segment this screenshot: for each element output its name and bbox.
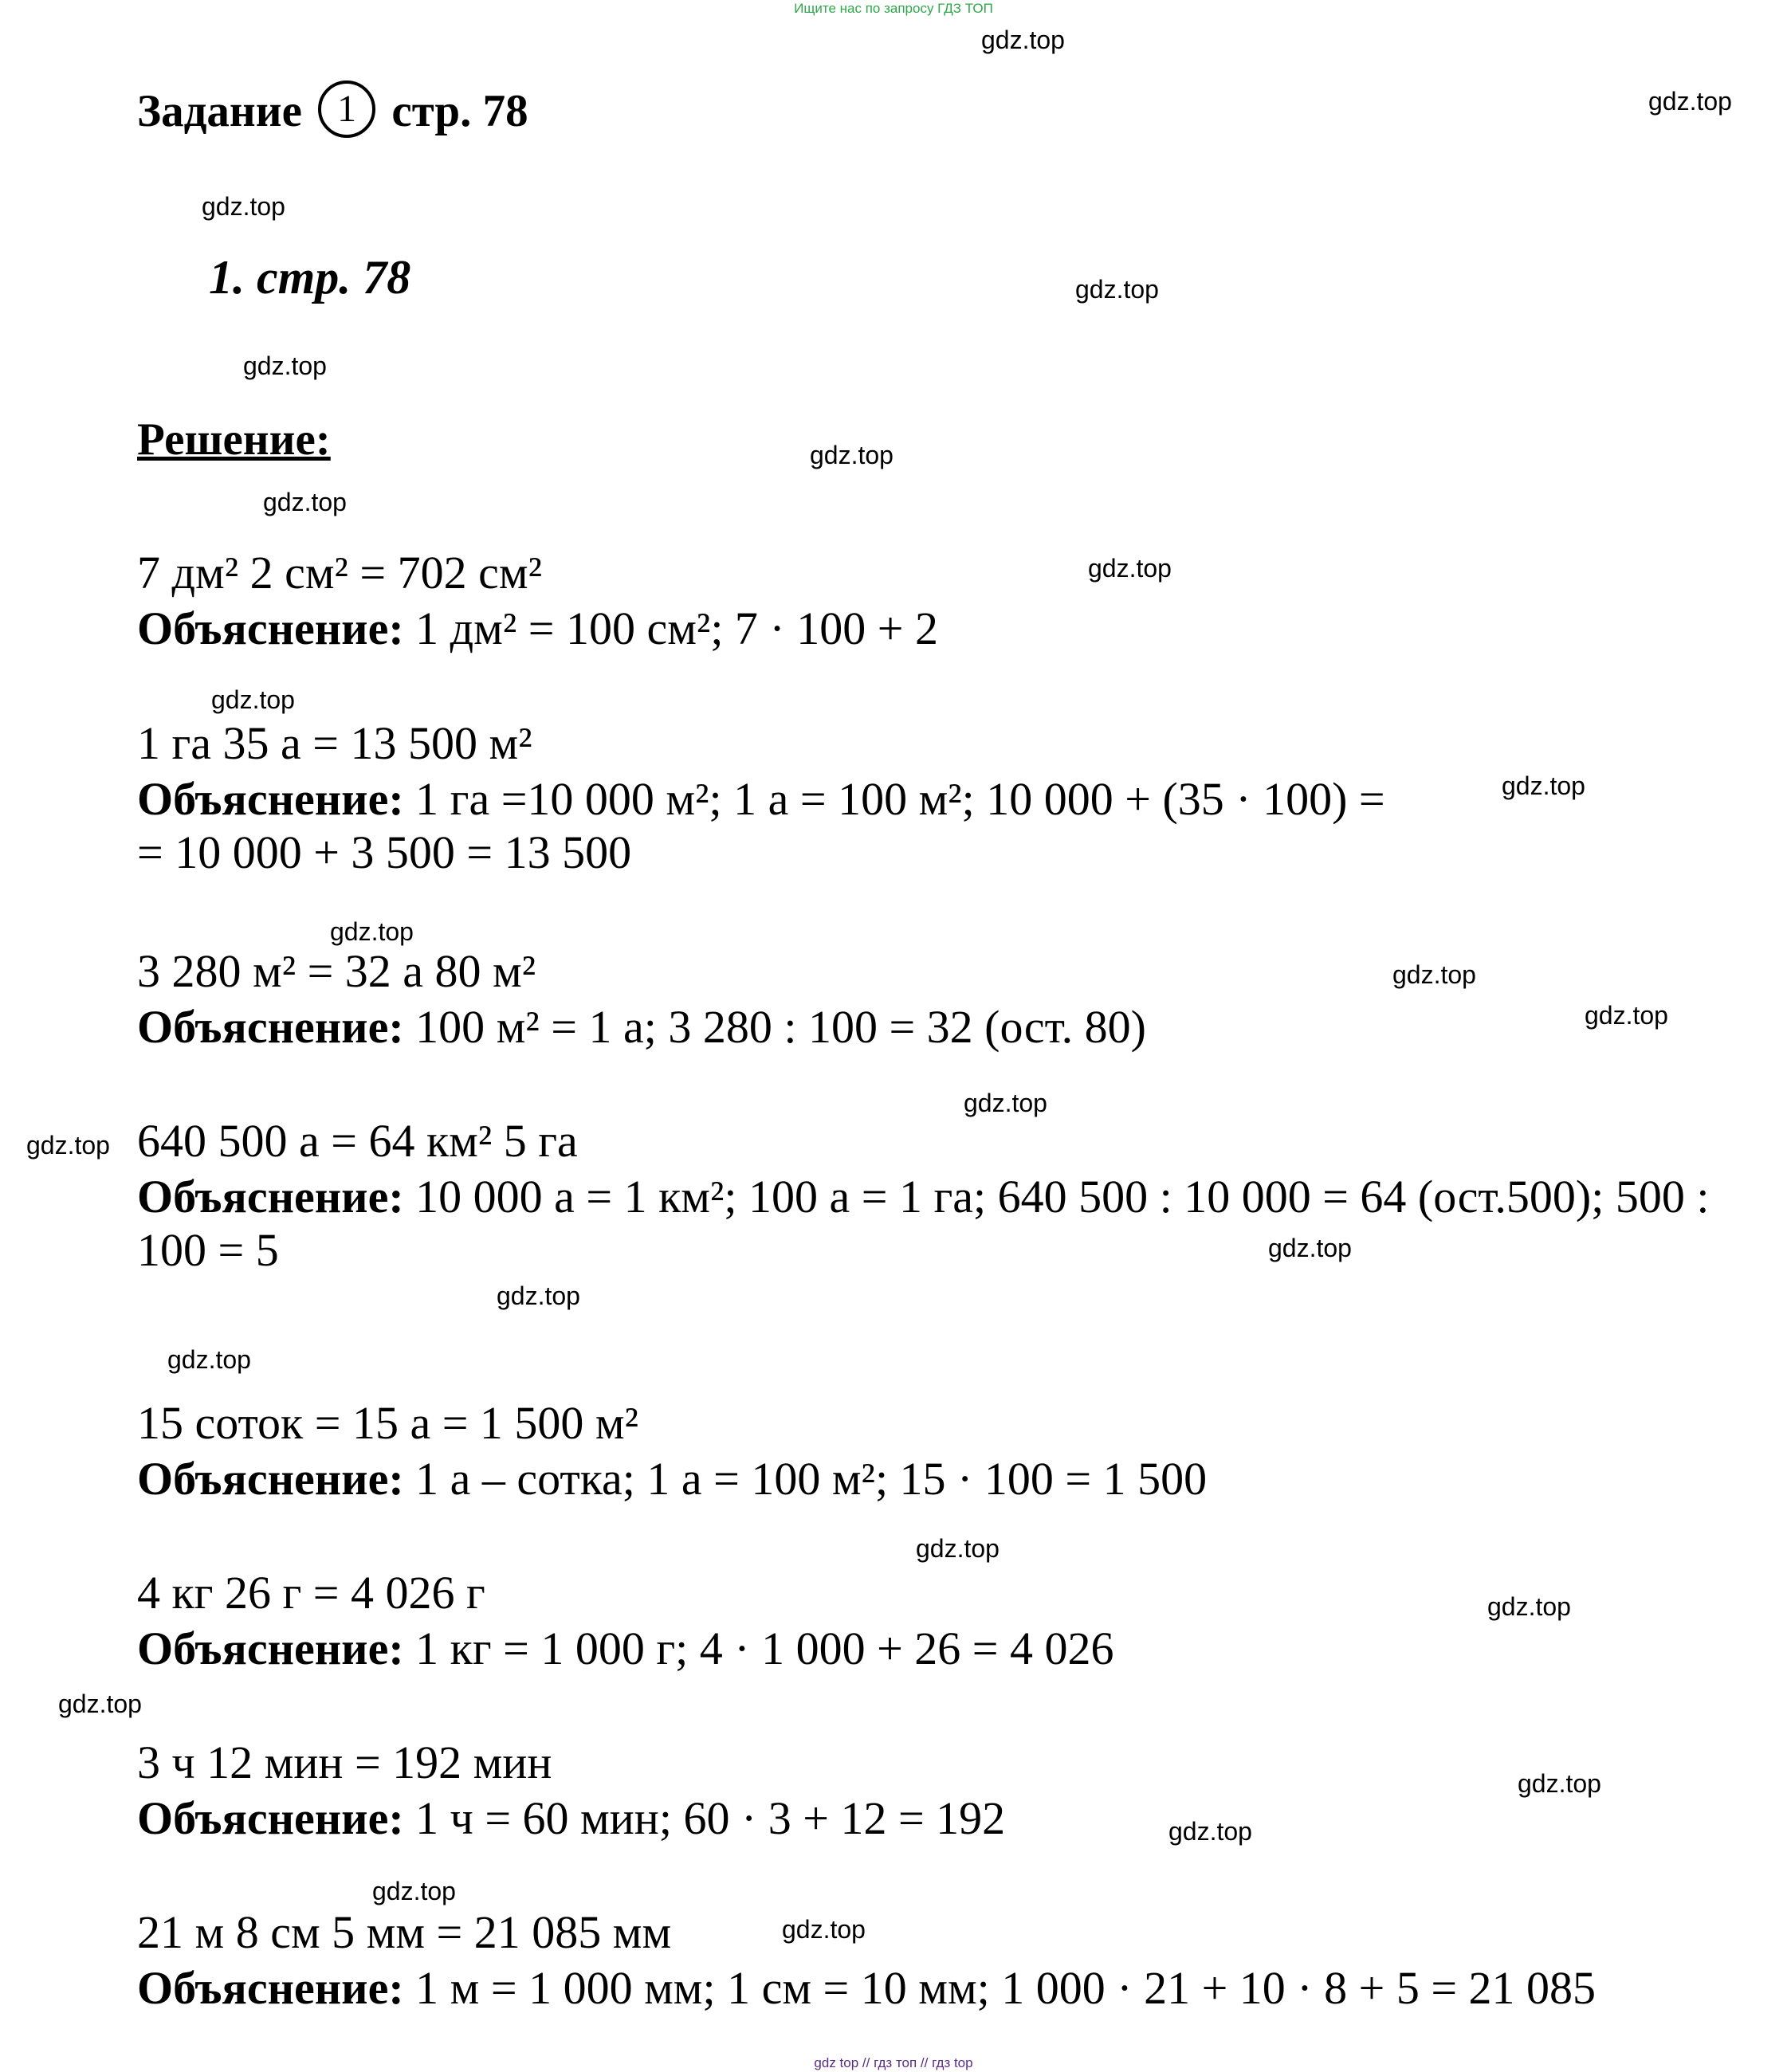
explanation-text: 1 м = 1 000 мм; 1 см = 10 мм; 1 000 · 21 + 10 · 8 + 5 = 21 085	[415, 1962, 1597, 2014]
equation: 21 м 8 см 5 мм = 21 085 мм	[137, 1906, 672, 1958]
explanation-text: 100 м² = 1 а; 3 280 : 100 = 32 (ост. 80)	[415, 1001, 1146, 1053]
solution-item	[137, 943, 1747, 1054]
explanation	[137, 1791, 1747, 1845]
watermark: gdz.top	[1502, 771, 1585, 800]
explanation-label: Объяснение:	[137, 773, 404, 825]
task-number-circle: 1	[318, 80, 375, 138]
task-heading	[137, 80, 528, 143]
page-subheading: 1. стр. 78	[209, 251, 411, 304]
explanation-label: Объяснение:	[137, 1001, 404, 1053]
equation: 4 кг 26 г = 4 026 г	[137, 1567, 485, 1619]
task-heading-prefix: Задание	[137, 86, 302, 136]
explanation-label: Объяснение:	[137, 602, 404, 654]
watermark: gdz.top	[810, 441, 894, 469]
watermark: gdz.top	[1518, 1769, 1601, 1798]
solution-title: Решение:	[137, 414, 331, 465]
watermark: gdz.top	[981, 26, 1065, 54]
watermark: gdz.top	[782, 1915, 866, 1944]
watermark: gdz.top	[1585, 1001, 1668, 1030]
watermark: gdz.top	[916, 1534, 1000, 1563]
explanation	[137, 1000, 1747, 1054]
explanation	[137, 1170, 1747, 1223]
watermark: gdz.top	[243, 351, 327, 380]
task-heading-suffix: стр. 78	[391, 86, 528, 136]
watermark: gdz.top	[202, 192, 285, 221]
watermark: gdz.top	[167, 1345, 251, 1374]
solution-item	[137, 1904, 1747, 2015]
watermark: gdz.top	[964, 1089, 1047, 1117]
watermark: gdz.top	[1168, 1817, 1252, 1846]
watermark: gdz.top	[26, 1131, 110, 1160]
explanation	[137, 1622, 1747, 1675]
watermark: gdz.top	[1487, 1592, 1571, 1621]
explanation	[137, 602, 1747, 655]
equation: 1 га 35 а = 13 500 м²	[137, 717, 532, 769]
watermark: gdz.top	[372, 1877, 456, 1905]
explanation-label: Объяснение:	[137, 1792, 404, 1844]
watermark: gdz.top	[211, 685, 295, 714]
solution-item	[137, 1395, 1747, 1505]
explanation-text: 1 ч = 60 мин; 60 · 3 + 12 = 192	[415, 1792, 1006, 1844]
explanation-text: 1 а – сотка; 1 а = 100 м²; 15 · 100 = 1 500	[415, 1453, 1208, 1505]
watermark: gdz.top	[263, 488, 347, 516]
explanation-label: Объяснение:	[137, 1171, 404, 1222]
watermark: gdz.top	[1075, 275, 1159, 304]
watermark: gdz.top	[1268, 1234, 1352, 1262]
equation: 3 ч 12 мин = 192 мин	[137, 1736, 552, 1788]
explanation-text: 10 000 а = 1 км²; 100 а = 1 га; 640 500 : 10 000 = 64 (ост.500); 500 :	[415, 1171, 1710, 1222]
explanation	[137, 1452, 1747, 1505]
watermark: gdz.top	[1088, 554, 1172, 583]
watermark: gdz.top	[1392, 960, 1476, 989]
solution-item	[137, 1113, 1747, 1277]
equation: 640 500 а = 64 км² 5 га	[137, 1115, 578, 1167]
solution-item	[137, 544, 1747, 655]
watermark: gdz.top	[330, 917, 414, 946]
explanation-text: 1 дм² = 100 см²; 7 · 100 + 2	[415, 602, 938, 654]
equation: 7 дм² 2 см² = 702 см²	[137, 547, 542, 598]
top-banner[interactable]: Ищите нас по запросу ГДЗ ТОП	[794, 1, 993, 16]
solution-item	[137, 1734, 1747, 1845]
watermark: gdz.top	[1648, 87, 1732, 116]
explanation-label: Объяснение:	[137, 1453, 404, 1505]
explanation-continued: 100 = 5	[137, 1224, 279, 1276]
footer-links[interactable]: gdz top // гдз топ // гдз top	[814, 2055, 973, 2070]
equation: 15 соток = 15 а = 1 500 м²	[137, 1397, 638, 1449]
explanation-label: Объяснение:	[137, 1962, 404, 2014]
watermark: gdz.top	[497, 1281, 580, 1310]
equation: 3 280 м² = 32 а 80 м²	[137, 945, 536, 997]
explanation-text: 1 кг = 1 000 г; 4 · 1 000 + 26 = 4 026	[415, 1623, 1114, 1674]
explanation-label: Объяснение:	[137, 1623, 404, 1674]
explanation-continued: = 10 000 + 3 500 = 13 500	[137, 826, 632, 878]
explanation	[137, 1961, 1747, 2015]
watermark: gdz.top	[58, 1689, 142, 1718]
explanation-text: 1 га =10 000 м²; 1 а = 100 м²; 10 000 + (35 · 100) =	[415, 773, 1385, 825]
